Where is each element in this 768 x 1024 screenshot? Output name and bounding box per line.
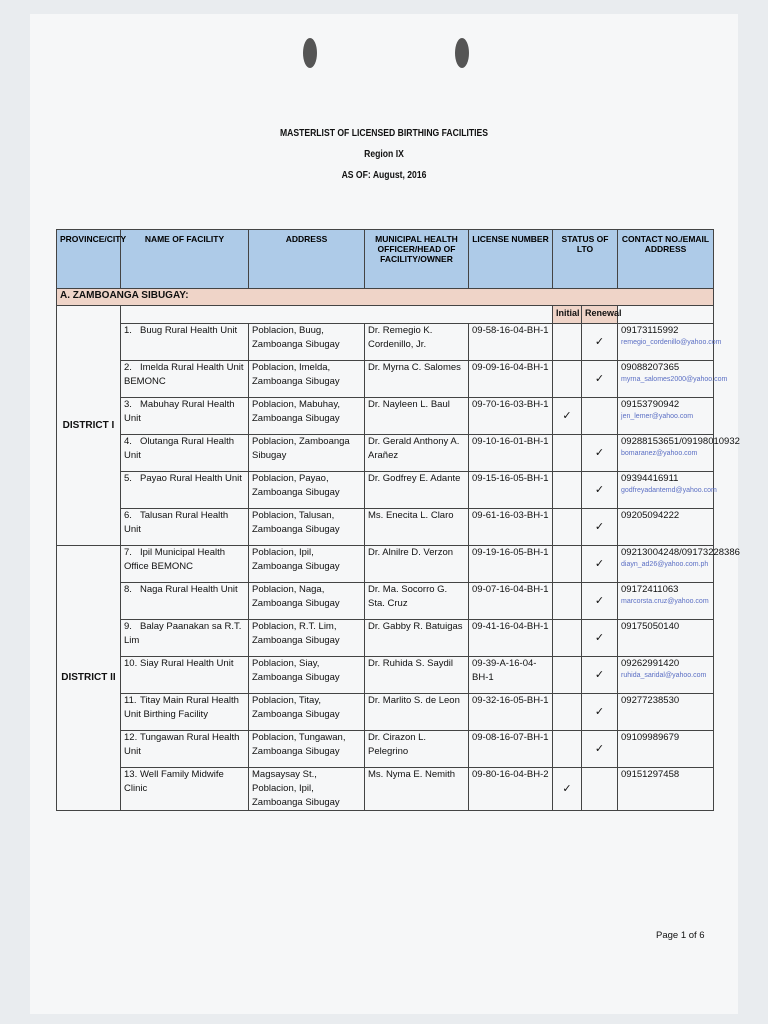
license-cell: 09-15-16-05-BH-1	[469, 472, 553, 509]
row-number: 11.	[124, 695, 137, 706]
contact-cell	[618, 398, 714, 435]
phone-number: 09175050140	[621, 621, 680, 632]
contact-cell	[618, 546, 740, 583]
facility-name: Talusan Rural Health Unit	[124, 510, 229, 535]
col-license-number: LICENSE NUMBER	[469, 230, 553, 289]
email-address: jen_lemer@yahoo.com	[621, 413, 694, 420]
row-number: 6.	[124, 510, 132, 521]
phone-number: 09288153651/09198010932	[621, 436, 740, 447]
email-address: diayn_ad26@yahoo.com.ph	[621, 561, 709, 568]
status-initial-header: Initial	[553, 306, 582, 324]
district-label: DISTRICT I	[57, 306, 121, 546]
license-cell: 09-80-16-04-BH-2	[469, 768, 553, 811]
facility-name-cell	[121, 324, 249, 361]
col-status-lto: STATUS OF LTO	[553, 230, 618, 289]
table-row	[57, 472, 714, 509]
table-row	[57, 620, 714, 657]
contact-cell	[618, 583, 714, 620]
contact-cell	[618, 657, 714, 694]
email-address: godfreyadantemd@yahoo.com	[621, 487, 717, 494]
renewal-check: ✓	[582, 657, 618, 694]
facility-name: Siay Rural Health Unit	[140, 658, 234, 669]
initial-check	[553, 583, 582, 620]
facility-name-cell	[121, 657, 249, 694]
contact-cell	[618, 620, 714, 657]
initial-check: ✓	[553, 398, 582, 435]
punch-hole-right	[455, 38, 469, 68]
license-cell: 09-39-A-16-04-BH-1	[469, 657, 553, 694]
table-row	[57, 361, 714, 398]
license-cell: 09-19-16-05-BH-1	[469, 546, 553, 583]
contact-cell	[618, 361, 728, 398]
row-number: 1.	[124, 325, 132, 336]
address-cell: Poblacion, Tungawan, Zamboanga Sibugay	[249, 731, 365, 768]
facility-name-cell	[121, 731, 249, 768]
district-label: DISTRICT II	[57, 546, 121, 811]
officer-cell: Dr. Gerald Anthony A. Arañez	[365, 435, 469, 472]
col-province: PROVINCE/CITY	[57, 230, 121, 289]
officer-cell: Dr. Nayleen L. Baul	[365, 398, 469, 435]
col-health-officer: MUNICIPAL HEALTH OFFICER/HEAD OF FACILITY/OWNER	[365, 230, 469, 289]
facilities-table	[56, 229, 740, 811]
email-address: remegio_cordenillo@yahoo.com	[621, 339, 722, 346]
address-cell: Poblacion, R.T. Lim, Zamboanga Sibugay	[249, 620, 365, 657]
as-of-date: AS OF: August, 2016	[341, 169, 427, 181]
contact-cell	[618, 324, 722, 361]
email-address: myrna_salomes2000@yahoo.com	[621, 376, 728, 383]
contact-cell	[618, 731, 714, 768]
officer-cell: Dr. Cirazon L. Pelegrino	[365, 731, 469, 768]
address-cell: Poblacion, Talusan, Zamboanga Sibugay	[249, 509, 365, 546]
officer-cell: Dr. Ma. Socorro G. Sta. Cruz	[365, 583, 469, 620]
facility-name: Buug Rural Health Unit	[140, 325, 238, 336]
phone-number: 09172411063	[621, 584, 679, 595]
address-cell: Poblacion, Imelda, Zamboanga Sibugay	[249, 361, 365, 398]
facility-name: Naga Rural Health Unit	[140, 584, 238, 595]
phone-number: 09151297458	[621, 769, 680, 780]
officer-cell: Dr. Marlito S. de Leon	[365, 694, 469, 731]
facility-name-cell	[121, 472, 249, 509]
table-row	[57, 398, 714, 435]
email-address: ruhida_saridal@yahoo.com	[621, 672, 707, 679]
address-cell: Poblacion, Buug, Zamboanga Sibugay	[249, 324, 365, 361]
initial-check	[553, 657, 582, 694]
facility-name-cell	[121, 509, 249, 546]
renewal-check	[582, 768, 618, 811]
license-cell: 09-41-16-04-BH-1	[469, 620, 553, 657]
phone-number: 09262991420	[621, 658, 680, 669]
facility-name-cell	[121, 768, 249, 811]
phone-number: 09153790942	[621, 399, 680, 410]
col-facility-name: NAME OF FACILITY	[121, 230, 249, 289]
email-address: marcorsta.cruz@yahoo.com	[621, 598, 709, 605]
facility-name-cell	[121, 435, 249, 472]
license-cell: 09-70-16-03-BH-1	[469, 398, 553, 435]
table-row	[57, 694, 714, 731]
phone-number: 09213004248/09173228386	[621, 547, 740, 558]
blank-contact-sub	[618, 306, 714, 324]
initial-check	[553, 694, 582, 731]
address-cell: Poblacion, Mabuhay, Zamboanga Sibugay	[249, 398, 365, 435]
facility-name-cell	[121, 694, 249, 731]
renewal-check: ✓	[582, 546, 618, 583]
phone-number: 09088207365	[621, 362, 680, 373]
facility-name: Balay Paanakan sa R.T. Lim	[124, 621, 242, 646]
row-number: 10.	[124, 658, 138, 669]
row-number: 13.	[124, 769, 138, 780]
address-cell: Poblacion, Payao, Zamboanga Sibugay	[249, 472, 365, 509]
table-row	[57, 731, 714, 768]
facility-name-cell	[121, 361, 249, 398]
license-cell: 09-09-16-04-BH-1	[469, 361, 553, 398]
officer-cell: Dr. Myrna C. Salomes	[365, 361, 469, 398]
punch-hole-left	[303, 38, 317, 68]
officer-cell: Dr. Alnilre D. Verzon	[365, 546, 469, 583]
province-row: A. ZAMBOANGA SIBUGAY:	[57, 289, 714, 306]
facility-name: Imelda Rural Health Unit BEMONC	[124, 362, 244, 387]
renewal-check: ✓	[582, 324, 618, 361]
initial-check	[553, 620, 582, 657]
facility-name-cell	[121, 398, 249, 435]
officer-cell: Ms. Nyma E. Nemith	[365, 768, 469, 811]
phone-number: 09109989679	[621, 732, 680, 743]
blank-sub-header	[121, 306, 553, 324]
contact-cell	[618, 472, 717, 509]
officer-cell: Dr. Godfrey E. Adante	[365, 472, 469, 509]
address-cell: Poblacion, Titay, Zamboanga Sibugay	[249, 694, 365, 731]
row-number: 12.	[124, 732, 138, 743]
col-address: ADDRESS	[249, 230, 365, 289]
facility-name: Olutanga Rural Health Unit	[124, 436, 234, 461]
row-number: 8.	[124, 584, 132, 595]
address-cell: Magsaysay St., Poblacion, Ipil, Zamboanga Sibugay	[249, 768, 365, 811]
license-cell: 09-10-16-01-BH-1	[469, 435, 553, 472]
renewal-check: ✓	[582, 472, 618, 509]
initial-check	[553, 546, 582, 583]
contact-cell	[618, 509, 714, 546]
license-cell: 09-32-16-05-BH-1	[469, 694, 553, 731]
phone-number: 09173115992	[621, 325, 679, 336]
facility-name-cell	[121, 546, 249, 583]
initial-check	[553, 435, 582, 472]
license-cell: 09-61-16-03-BH-1	[469, 509, 553, 546]
table-row	[57, 583, 714, 620]
license-cell: 09-58-16-04-BH-1	[469, 324, 553, 361]
facility-name: Payao Rural Health Unit	[140, 473, 242, 484]
renewal-check: ✓	[582, 509, 618, 546]
initial-check	[553, 324, 582, 361]
renewal-check	[582, 398, 618, 435]
renewal-check: ✓	[582, 694, 618, 731]
row-number: 3.	[124, 399, 132, 410]
status-renewal-header: Renewal	[582, 306, 618, 324]
renewal-check: ✓	[582, 361, 618, 398]
document-title: MASTERLIST OF LICENSED BIRTHING FACILITIES	[279, 127, 489, 139]
table-row	[57, 435, 714, 472]
table-row	[57, 768, 714, 811]
contact-cell	[618, 435, 740, 472]
facility-name: Tungawan Rural Health Unit	[124, 732, 240, 757]
row-number: 9.	[124, 621, 132, 632]
page-number: Page 1 of 6	[656, 930, 705, 941]
address-cell: Poblacion, Siay, Zamboanga Sibugay	[249, 657, 365, 694]
contact-cell	[618, 768, 714, 811]
initial-check: ✓	[553, 768, 582, 811]
renewal-check: ✓	[582, 435, 618, 472]
officer-cell: Dr. Remegio K. Cordenillo, Jr.	[365, 324, 469, 361]
phone-number: 09277238530	[621, 695, 680, 706]
officer-cell: Ms. Enecita L. Claro	[365, 509, 469, 546]
renewal-check: ✓	[582, 583, 618, 620]
address-cell: Poblacion, Zamboanga Sibugay	[249, 435, 365, 472]
row-number: 5.	[124, 473, 132, 484]
phone-number: 09394416911	[621, 473, 679, 484]
facility-name-cell	[121, 620, 249, 657]
facility-name: Ipil Municipal Health Office BEMONC	[124, 547, 226, 572]
renewal-check: ✓	[582, 731, 618, 768]
address-cell: Poblacion, Naga, Zamboanga Sibugay	[249, 583, 365, 620]
email-address: bomaranez@yahoo.com	[621, 450, 698, 457]
contact-cell	[618, 694, 714, 731]
license-cell: 09-08-16-07-BH-1	[469, 731, 553, 768]
phone-number: 09205094222	[621, 510, 680, 521]
renewal-check: ✓	[582, 620, 618, 657]
facility-name: Titay Main Rural Health Unit Birthing Facility	[124, 695, 239, 720]
table-row	[57, 657, 714, 694]
table-row	[57, 324, 714, 361]
officer-cell: Dr. Gabby R. Batuigas	[365, 620, 469, 657]
license-cell: 09-07-16-04-BH-1	[469, 583, 553, 620]
facility-name: Mabuhay Rural Health Unit	[124, 399, 235, 424]
initial-check	[553, 472, 582, 509]
initial-check	[553, 361, 582, 398]
address-cell: Poblacion, Ipil, Zamboanga Sibugay	[249, 546, 365, 583]
row-number: 7.	[124, 547, 132, 558]
facility-name: Well Family Midwife Clinic	[124, 769, 224, 794]
table-row	[57, 546, 714, 583]
table-header-row	[57, 230, 714, 289]
table-row	[57, 509, 714, 546]
initial-check	[553, 731, 582, 768]
officer-cell: Dr. Ruhida S. Saydil	[365, 657, 469, 694]
region-label: Region IX	[364, 148, 404, 160]
row-number: 2.	[124, 362, 132, 373]
row-number: 4.	[124, 436, 132, 447]
initial-check	[553, 509, 582, 546]
facility-name-cell	[121, 583, 249, 620]
col-contact: CONTACT NO./EMAIL ADDRESS	[618, 230, 714, 289]
